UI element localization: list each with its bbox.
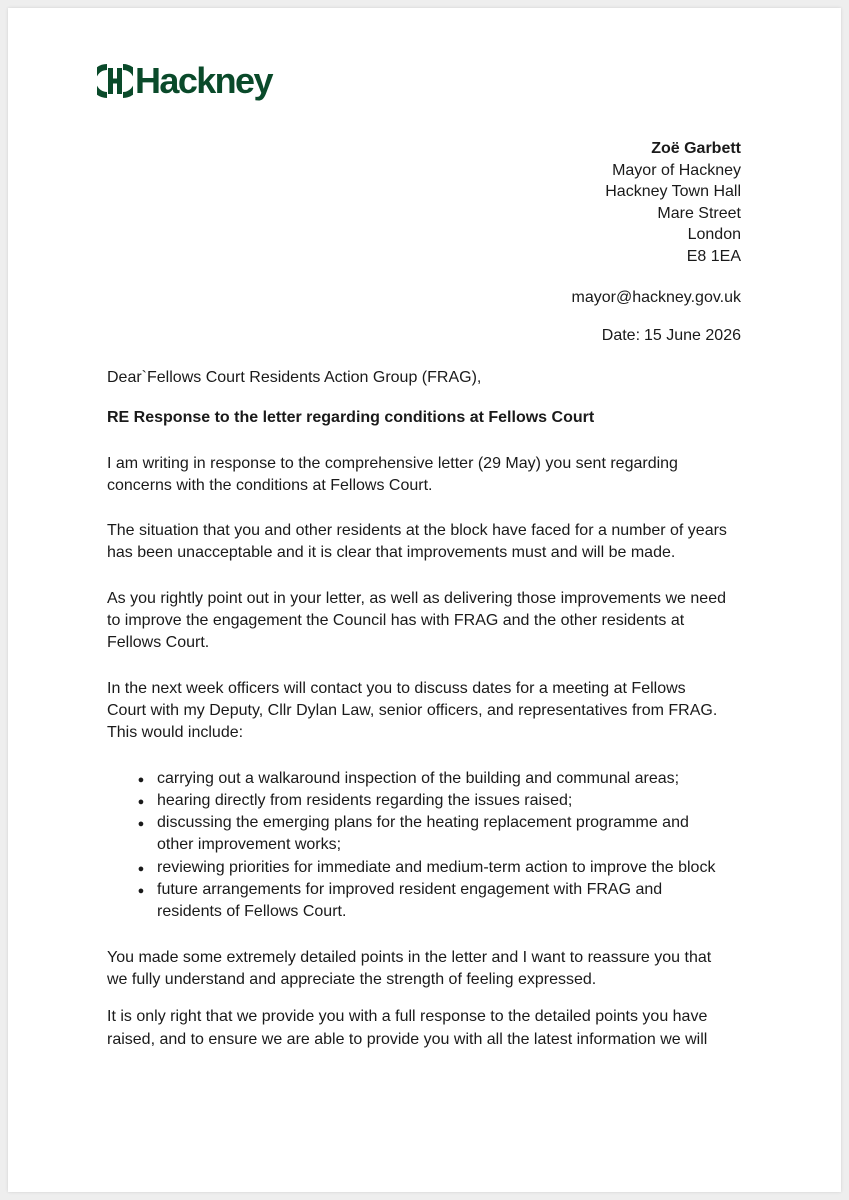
letter-page (8, 8, 841, 1192)
bullet-item (107, 812, 727, 857)
sender-name: Zoë Garbett (651, 140, 741, 157)
bullet-icon (134, 812, 148, 835)
bullet-item (107, 879, 727, 924)
letter-body (107, 367, 727, 1051)
address-line: Mare Street (657, 204, 741, 222)
sender-address (605, 138, 741, 268)
paragraph: It is only right that we provide you with a full response to the detailed points you have raised, and to ensure we are able to provide you with all the latest information we will (107, 1008, 708, 1048)
bullet-item (107, 790, 727, 812)
subject-line: RE Response to the letter regarding conditions at Fellows Court (107, 409, 595, 427)
paragraph: The situation that you and other residents at the block have faced for a number of years has been unacceptable and it is clear that improvements must and will be made. (107, 522, 727, 562)
date-label: Date: (601, 327, 641, 344)
hackney-h-mark-icon (97, 64, 133, 98)
hackney-logo (97, 61, 272, 101)
paragraph: In the next week officers will contact you to discuss dates for a meeting at Fellows Court with my Deputy, Cllr Dylan Law, senior officers, and representatives from FRAG. This would include: (107, 679, 718, 742)
bullet-text: carrying out a walkaround inspection of the building and communal areas; (157, 769, 680, 787)
paragraph: I am writing in response to the comprehensive letter (29 May) you sent regarding concerns with the conditions at Fellows Court. (107, 454, 678, 494)
bullet-item (107, 768, 727, 790)
bullet-icon (134, 857, 148, 880)
sender-email: mayor@hackney.gov.uk (571, 289, 741, 306)
bullet-text: hearing directly from residents regarding the issues raised; (157, 791, 573, 809)
bullet-list (107, 768, 727, 924)
bullet-text: reviewing priorities for immediate and medium-term action to improve the block (157, 858, 716, 876)
bullet-text: discussing the emerging plans for the heating replacement programme and other improvement works; (157, 814, 689, 854)
logo-wordmark: Hackney (135, 60, 272, 101)
bullet-text: future arrangements for improved resident engagement with FRAG and residents of Fellows Court. (157, 881, 663, 921)
salutation: Dear`Fellows Court Residents Action Group (FRAG), (107, 369, 482, 386)
sender-title: Mayor of Hackney (612, 161, 741, 179)
bullet-icon (134, 879, 148, 902)
bullet-item (107, 857, 727, 879)
address-line: London (687, 226, 741, 244)
address-line: Hackney Town Hall (605, 183, 741, 201)
address-line: E8 1EA (686, 247, 741, 265)
letter-date (602, 327, 741, 345)
paragraph: As you rightly point out in your letter, as well as delivering those improvements we need to improve the engagement the Council has with FRAG and the other residents at Fellows Court. (107, 589, 726, 652)
bullet-icon (134, 768, 148, 791)
paragraph: You made some extremely detailed points in the letter and I want to reassure you that we fully understand and appreciate the strength of feeling expressed. (107, 948, 712, 988)
date-value: 15 June 2026 (644, 327, 741, 344)
bullet-icon (134, 790, 148, 813)
